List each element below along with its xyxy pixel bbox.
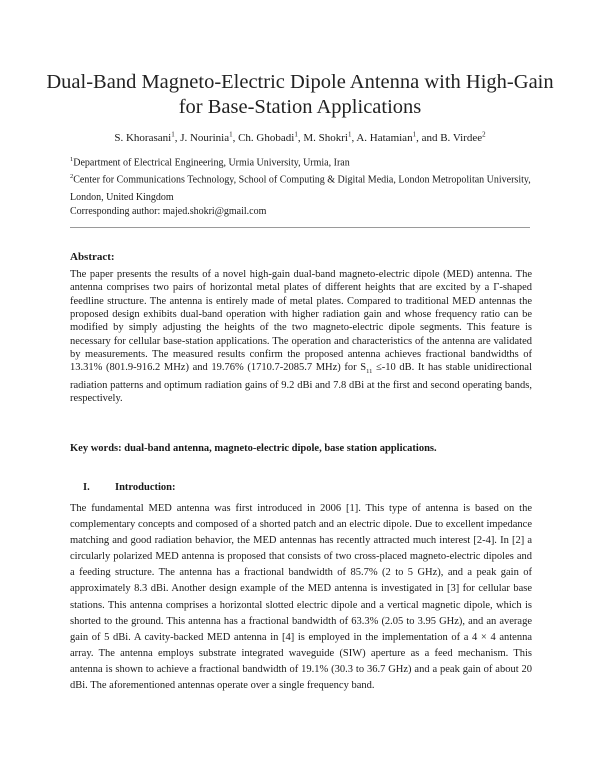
abstract-body: The paper presents the results of a novel high-gain dual-band magneto-electric dipole (MED) antenna. The antenna comprises two pairs of horizontal metal plates of different heights that are excited by a Γ-shaped feedline structure. The antenna is entirely made of metal plates. Compared to traditional MED antennas the proposed design exhibits dual-band operation with higher radiation gain and whose frequency ratio can be modified by simply adjusting the heights of the two magneto-electric dipole segments. This feature is necessary for cellular base-station applications. The operation and characteristics of the antenna are validated by measurements. The measured results confirm the proposed antenna achieves fractional bandwidths of 13.31% (801.9-916.2 MHz) and 19.76% (1710.7-2085.7 MHz) for $S_{11} \le-10$ dB. It has stable unidirectional radiation patterns and optimum radiation gains of 9.2 dBi and 7.8 dBi at the first and second operating bands, respectively. [70, 269, 532, 405]
author: M. Shokri$^1$, [303, 130, 357, 144]
author: Ch. Ghobadi$^1$, [238, 130, 304, 144]
author-list [40, 127, 560, 145]
author: B. Virdee$^2$ [440, 130, 486, 144]
corresponding-author: Corresponding author: majed.shokri@gmail.com [70, 206, 267, 217]
affiliation: $^2$Center for Communications Technology, School of Computing & Digital Media, London Metropolitan University, London, United Kingdom [70, 173, 531, 204]
divider [70, 227, 530, 228]
abstract-heading: Abstract: [70, 251, 115, 263]
author: S. Khorasani$^1$, [114, 130, 181, 144]
introduction-body: The fundamental MED antenna was first introduced in 2006 [1]. This type of antenna is based on the complementary concepts and composed of a shorted patch and an electric dipole. Due to excellent impedance matching and good radiation behavior, the MED antennas has recently attracted much interest [2-4]. In [2] a circularly polarized MED antenna is proposed that consists of two cross-placed magneto-electric dipoles and a feeding structure. The antenna has a fractional bandwidth of 85.7% (2 to 5 GHz), and a peak gain of approximately 8.3 dBi. Another design example of the MED antenna is investigated in [3] for cellular base stations. This antenna comprises a horizontal slotted electric dipole and a vertical magnetic dipole, which is shorted to the ground. This antenna has a fractional bandwidth of 63.3% (2.05 to 3.95 GHz), and an average gain of 5 dBi. A cavity-backed MED antenna in [4] is employed in the implementation of a 4 × 4 antenna array. The antenna employs substrate integrated waveguide (SIW) aperture as a feed mechanism. This antenna is shown to achieve a fractional bandwidth of 19.1% (30.3 to 36.7 GHz) and a peak gain of about 20 dBi. The aforementioned antennas operate over a single frequency band. [70, 503, 532, 692]
author: A. Hatamian$^1$, and [356, 130, 441, 144]
keywords: Key words: dual-band antenna, magneto-electric dipole, base station applications. [70, 443, 437, 454]
affiliation: $^1$Department of Electrical Engineering, Urmia University, Urmia, Iran [70, 156, 350, 169]
section-heading: I. Introduction: [83, 482, 176, 493]
author: J. Nourinia$^1$, [180, 130, 239, 144]
paper-title: Dual-Band Magneto-Electric Dipole Antenna with High-Gain for Base-Station Applications [46, 71, 554, 118]
